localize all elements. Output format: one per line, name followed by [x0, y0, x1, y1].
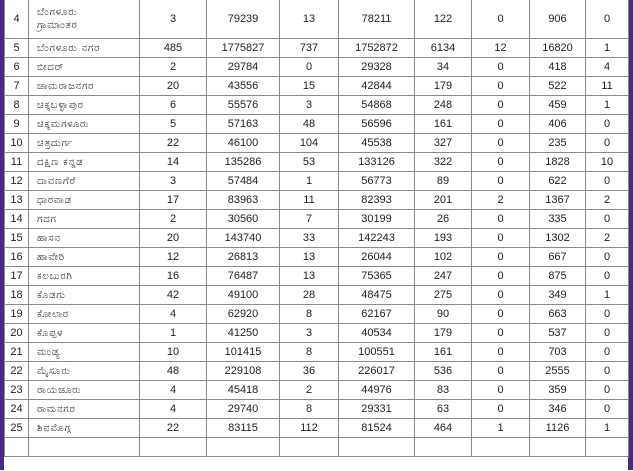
count-cell-c3: 28 [280, 286, 339, 305]
count-cell-c7: 406 [530, 115, 586, 134]
count-cell-c5: 161 [415, 343, 472, 362]
table-row [5, 58, 629, 77]
count-cell-c1: 5 [140, 115, 207, 134]
count-cell-c8: 1 [586, 39, 629, 58]
count-cell-c8: 1 [586, 419, 629, 438]
serial-number-cell: 4 [5, 0, 29, 39]
count-cell-c7: 349 [530, 286, 586, 305]
serial-number-cell: 9 [5, 115, 29, 134]
count-cell-c8: 0 [586, 172, 629, 191]
count-cell-c4: 75365 [339, 267, 415, 286]
district-name-cell: ಚಾಮರಾಜನಗರ [29, 77, 140, 96]
count-cell-c5: 201 [415, 191, 472, 210]
count-cell-c1: 2 [140, 58, 207, 77]
count-cell-c3: 11 [280, 191, 339, 210]
table-row [5, 343, 629, 362]
table-row [5, 229, 629, 248]
count-cell-c6: 2 [472, 191, 530, 210]
count-cell-c2: 143740 [207, 229, 280, 248]
count-cell-c6: 0 [472, 115, 530, 134]
district-name-cell: ಕೊಡಗು [29, 286, 140, 305]
count-cell-c3: 33 [280, 229, 339, 248]
count-cell-c8: 1 [586, 286, 629, 305]
count-cell-c1: 6 [140, 96, 207, 115]
district-name-cell: ಕೊಪ್ಪಳ [29, 324, 140, 343]
count-cell-c5: 6134 [415, 39, 472, 58]
count-cell-c1: 4 [140, 305, 207, 324]
count-cell-c3: 8 [280, 305, 339, 324]
count-cell-c1: 12 [140, 248, 207, 267]
serial-number-cell: 13 [5, 191, 29, 210]
count-cell-c8: 0 [586, 248, 629, 267]
count-cell-c2: 101415 [207, 343, 280, 362]
district-name-cell [29, 0, 140, 39]
count-cell-c2: 1775827 [207, 39, 280, 58]
count-cell-c6: 0 [472, 134, 530, 153]
count-cell-c7: 359 [530, 381, 586, 400]
count-cell-c2: 83963 [207, 191, 280, 210]
count-cell-c2: 62920 [207, 305, 280, 324]
count-cell-c2: 29740 [207, 400, 280, 419]
count-cell-c4: 81524 [339, 419, 415, 438]
count-cell-c8: 0 [586, 267, 629, 286]
serial-number-cell: 8 [5, 96, 29, 115]
count-cell-c3: 0 [280, 58, 339, 77]
district-name-cell: ರಾಮನಗರ [29, 400, 140, 419]
count-cell-c5: 179 [415, 324, 472, 343]
count-cell-c4: 42844 [339, 77, 415, 96]
district-name-cell: ಮಂಡ್ಯ [29, 343, 140, 362]
count-cell-c7: 459 [530, 96, 586, 115]
count-cell-c7: 663 [530, 305, 586, 324]
serial-number-cell: 14 [5, 210, 29, 229]
count-cell-c4: 56596 [339, 115, 415, 134]
table-row [5, 191, 629, 210]
table-row [5, 0, 629, 39]
table-row [5, 96, 629, 115]
serial-number-cell: 17 [5, 267, 29, 286]
count-cell-c2: 55576 [207, 96, 280, 115]
table-row [5, 172, 629, 191]
count-cell-c2: 229108 [207, 362, 280, 381]
count-cell-c3: 7 [280, 210, 339, 229]
district-covid-table [4, 0, 629, 457]
table-row [5, 39, 629, 58]
table-row [5, 419, 629, 438]
count-cell-c7: 2555 [530, 362, 586, 381]
serial-number-cell: 18 [5, 286, 29, 305]
count-cell-c6: 0 [472, 0, 530, 39]
count-cell-c3: 36 [280, 362, 339, 381]
empty-cell [339, 438, 415, 457]
count-cell-c6: 0 [472, 248, 530, 267]
count-cell-c8: 10 [586, 153, 629, 172]
district-name-cell: ಚಿತ್ರದುರ್ಗ [29, 134, 140, 153]
empty-cell [472, 438, 530, 457]
count-cell-c2: 41250 [207, 324, 280, 343]
district-name-cell: ಧಾರವಾಡ [29, 191, 140, 210]
table-row [5, 77, 629, 96]
count-cell-c1: 20 [140, 77, 207, 96]
count-cell-c6: 0 [472, 286, 530, 305]
count-cell-c4: 40534 [339, 324, 415, 343]
count-cell-c2: 135286 [207, 153, 280, 172]
count-cell-c7: 622 [530, 172, 586, 191]
district-name-cell: ದಕ್ಷಿಣ ಕನ್ನಡ [29, 153, 140, 172]
count-cell-c1: 14 [140, 153, 207, 172]
count-cell-c1: 22 [140, 134, 207, 153]
count-cell-c6: 0 [472, 305, 530, 324]
count-cell-c3: 53 [280, 153, 339, 172]
table-row [5, 267, 629, 286]
table-row [5, 115, 629, 134]
count-cell-c3: 15 [280, 77, 339, 96]
count-cell-c1: 20 [140, 229, 207, 248]
district-table-wrapper [4, 0, 628, 471]
table-row [5, 153, 629, 172]
count-cell-c8: 1 [586, 96, 629, 115]
count-cell-c2: 26813 [207, 248, 280, 267]
count-cell-c4: 26044 [339, 248, 415, 267]
serial-number-cell: 15 [5, 229, 29, 248]
count-cell-c3: 2 [280, 381, 339, 400]
count-cell-c6: 0 [472, 172, 530, 191]
table-row [5, 362, 629, 381]
count-cell-c1: 2 [140, 210, 207, 229]
count-cell-c7: 1367 [530, 191, 586, 210]
district-name-cell: ಬೆಂಗಳೂರು ನಗರ [29, 39, 140, 58]
count-cell-c7: 906 [530, 0, 586, 39]
count-cell-c3: 8 [280, 343, 339, 362]
count-cell-c1: 48 [140, 362, 207, 381]
serial-number-cell: 23 [5, 381, 29, 400]
district-name-cell: ಮೈಸೂರು [29, 362, 140, 381]
count-cell-c6: 0 [472, 381, 530, 400]
serial-number-cell: 10 [5, 134, 29, 153]
table-body [5, 0, 629, 457]
count-cell-c3: 13 [280, 0, 339, 39]
district-name-cell: ಹಾಸನ [29, 229, 140, 248]
count-cell-c8: 0 [586, 210, 629, 229]
count-cell-c4: 54868 [339, 96, 415, 115]
count-cell-c4: 45538 [339, 134, 415, 153]
count-cell-c8: 0 [586, 362, 629, 381]
count-cell-c4: 142243 [339, 229, 415, 248]
count-cell-c5: 275 [415, 286, 472, 305]
count-cell-c2: 57163 [207, 115, 280, 134]
table-row [5, 400, 629, 419]
count-cell-c5: 102 [415, 248, 472, 267]
count-cell-c3: 13 [280, 267, 339, 286]
count-cell-c1: 4 [140, 381, 207, 400]
count-cell-c7: 16820 [530, 39, 586, 58]
count-cell-c8: 0 [586, 0, 629, 39]
serial-number-cell: 25 [5, 419, 29, 438]
count-cell-c5: 247 [415, 267, 472, 286]
empty-cell [586, 438, 629, 457]
count-cell-c3: 1 [280, 172, 339, 191]
district-name-cell: ಗದಗ [29, 210, 140, 229]
count-cell-c6: 0 [472, 343, 530, 362]
count-cell-c5: 63 [415, 400, 472, 419]
count-cell-c7: 335 [530, 210, 586, 229]
count-cell-c8: 2 [586, 191, 629, 210]
table-row [5, 248, 629, 267]
count-cell-c6: 12 [472, 39, 530, 58]
count-cell-c2: 83115 [207, 419, 280, 438]
count-cell-c7: 418 [530, 58, 586, 77]
count-cell-c4: 78211 [339, 0, 415, 39]
count-cell-c8: 0 [586, 324, 629, 343]
count-cell-c6: 0 [472, 58, 530, 77]
district-name-cell: ಕೋಲಾರ [29, 305, 140, 324]
count-cell-c5: 122 [415, 0, 472, 39]
count-cell-c8: 2 [586, 229, 629, 248]
count-cell-c3: 3 [280, 324, 339, 343]
count-cell-c5: 83 [415, 381, 472, 400]
count-cell-c1: 3 [140, 0, 207, 39]
count-cell-c5: 464 [415, 419, 472, 438]
district-name-cell: ಶಿವಮೊಗ್ಗ [29, 419, 140, 438]
count-cell-c7: 667 [530, 248, 586, 267]
count-cell-c1: 16 [140, 267, 207, 286]
count-cell-c3: 112 [280, 419, 339, 438]
count-cell-c2: 76487 [207, 267, 280, 286]
serial-number-cell: 5 [5, 39, 29, 58]
serial-number-cell: 21 [5, 343, 29, 362]
count-cell-c1: 42 [140, 286, 207, 305]
count-cell-c6: 0 [472, 77, 530, 96]
count-cell-c4: 29328 [339, 58, 415, 77]
count-cell-c1: 22 [140, 419, 207, 438]
count-cell-c6: 0 [472, 153, 530, 172]
district-name-cell: ಕಲಬುರಗಿ [29, 267, 140, 286]
count-cell-c7: 875 [530, 267, 586, 286]
district-name-cell: ಚಿಕ್ಕಮಗಳೂರು [29, 115, 140, 134]
count-cell-c4: 1752872 [339, 39, 415, 58]
district-name-line-2: ಗ್ರಾಮಾಂತರ [37, 20, 78, 31]
district-name-cell: ದಾವಣಗೆರೆ [29, 172, 140, 191]
table-row-partial [5, 438, 629, 457]
count-cell-c7: 522 [530, 77, 586, 96]
district-name-line-1: ಬೆಂಗಳೂರು [37, 7, 78, 18]
count-cell-c8: 0 [586, 381, 629, 400]
count-cell-c7: 703 [530, 343, 586, 362]
serial-number-cell: 7 [5, 77, 29, 96]
count-cell-c7: 235 [530, 134, 586, 153]
empty-cell [140, 438, 207, 457]
count-cell-c4: 44976 [339, 381, 415, 400]
count-cell-c4: 226017 [339, 362, 415, 381]
count-cell-c6: 0 [472, 210, 530, 229]
count-cell-c4: 100551 [339, 343, 415, 362]
table-row [5, 305, 629, 324]
district-name-cell: ಬೀದರ್ [29, 58, 140, 77]
empty-cell [29, 438, 140, 457]
count-cell-c2: 43556 [207, 77, 280, 96]
district-name-cell: ಚಿಕ್ಕಬಳ್ಳಾಪುರ [29, 96, 140, 115]
count-cell-c7: 1828 [530, 153, 586, 172]
count-cell-c7: 537 [530, 324, 586, 343]
count-cell-c1: 10 [140, 343, 207, 362]
count-cell-c2: 30560 [207, 210, 280, 229]
count-cell-c5: 179 [415, 77, 472, 96]
count-cell-c8: 0 [586, 115, 629, 134]
count-cell-c5: 34 [415, 58, 472, 77]
count-cell-c1: 485 [140, 39, 207, 58]
count-cell-c5: 327 [415, 134, 472, 153]
count-cell-c3: 104 [280, 134, 339, 153]
count-cell-c6: 0 [472, 362, 530, 381]
count-cell-c8: 4 [586, 58, 629, 77]
table-row [5, 324, 629, 343]
serial-number-cell: 6 [5, 58, 29, 77]
serial-number-cell: 22 [5, 362, 29, 381]
serial-number-cell: 11 [5, 153, 29, 172]
count-cell-c5: 322 [415, 153, 472, 172]
count-cell-c2: 46100 [207, 134, 280, 153]
count-cell-c5: 193 [415, 229, 472, 248]
empty-cell [207, 438, 280, 457]
count-cell-c6: 1 [472, 419, 530, 438]
empty-cell [5, 438, 29, 457]
count-cell-c7: 1302 [530, 229, 586, 248]
count-cell-c1: 1 [140, 324, 207, 343]
empty-cell [415, 438, 472, 457]
count-cell-c4: 133126 [339, 153, 415, 172]
count-cell-c5: 536 [415, 362, 472, 381]
count-cell-c2: 45418 [207, 381, 280, 400]
table-row [5, 286, 629, 305]
count-cell-c5: 89 [415, 172, 472, 191]
count-cell-c4: 62167 [339, 305, 415, 324]
count-cell-c3: 48 [280, 115, 339, 134]
count-cell-c2: 57484 [207, 172, 280, 191]
count-cell-c6: 0 [472, 229, 530, 248]
table-row [5, 210, 629, 229]
serial-number-cell: 16 [5, 248, 29, 267]
count-cell-c1: 3 [140, 172, 207, 191]
count-cell-c5: 90 [415, 305, 472, 324]
count-cell-c5: 26 [415, 210, 472, 229]
count-cell-c4: 82393 [339, 191, 415, 210]
count-cell-c6: 0 [472, 324, 530, 343]
district-name-cell: ಹಾವೇರಿ [29, 248, 140, 267]
count-cell-c6: 0 [472, 96, 530, 115]
count-cell-c8: 0 [586, 134, 629, 153]
count-cell-c6: 0 [472, 267, 530, 286]
serial-number-cell: 12 [5, 172, 29, 191]
count-cell-c4: 56773 [339, 172, 415, 191]
empty-cell [280, 438, 339, 457]
count-cell-c3: 13 [280, 248, 339, 267]
count-cell-c7: 1126 [530, 419, 586, 438]
count-cell-c4: 48475 [339, 286, 415, 305]
count-cell-c3: 8 [280, 400, 339, 419]
count-cell-c1: 17 [140, 191, 207, 210]
count-cell-c8: 0 [586, 343, 629, 362]
count-cell-c8: 0 [586, 305, 629, 324]
count-cell-c2: 49100 [207, 286, 280, 305]
district-name-cell: ರಾಯಚೂರು [29, 381, 140, 400]
empty-cell [530, 438, 586, 457]
count-cell-c4: 30199 [339, 210, 415, 229]
count-cell-c6: 0 [472, 400, 530, 419]
count-cell-c7: 346 [530, 400, 586, 419]
count-cell-c3: 737 [280, 39, 339, 58]
count-cell-c5: 248 [415, 96, 472, 115]
serial-number-cell: 24 [5, 400, 29, 419]
table-row [5, 381, 629, 400]
count-cell-c8: 0 [586, 400, 629, 419]
count-cell-c2: 29784 [207, 58, 280, 77]
count-cell-c4: 29331 [339, 400, 415, 419]
count-cell-c3: 3 [280, 96, 339, 115]
serial-number-cell: 19 [5, 305, 29, 324]
count-cell-c5: 161 [415, 115, 472, 134]
count-cell-c2: 79239 [207, 0, 280, 39]
count-cell-c8: 11 [586, 77, 629, 96]
table-row [5, 134, 629, 153]
serial-number-cell: 20 [5, 324, 29, 343]
count-cell-c1: 4 [140, 400, 207, 419]
